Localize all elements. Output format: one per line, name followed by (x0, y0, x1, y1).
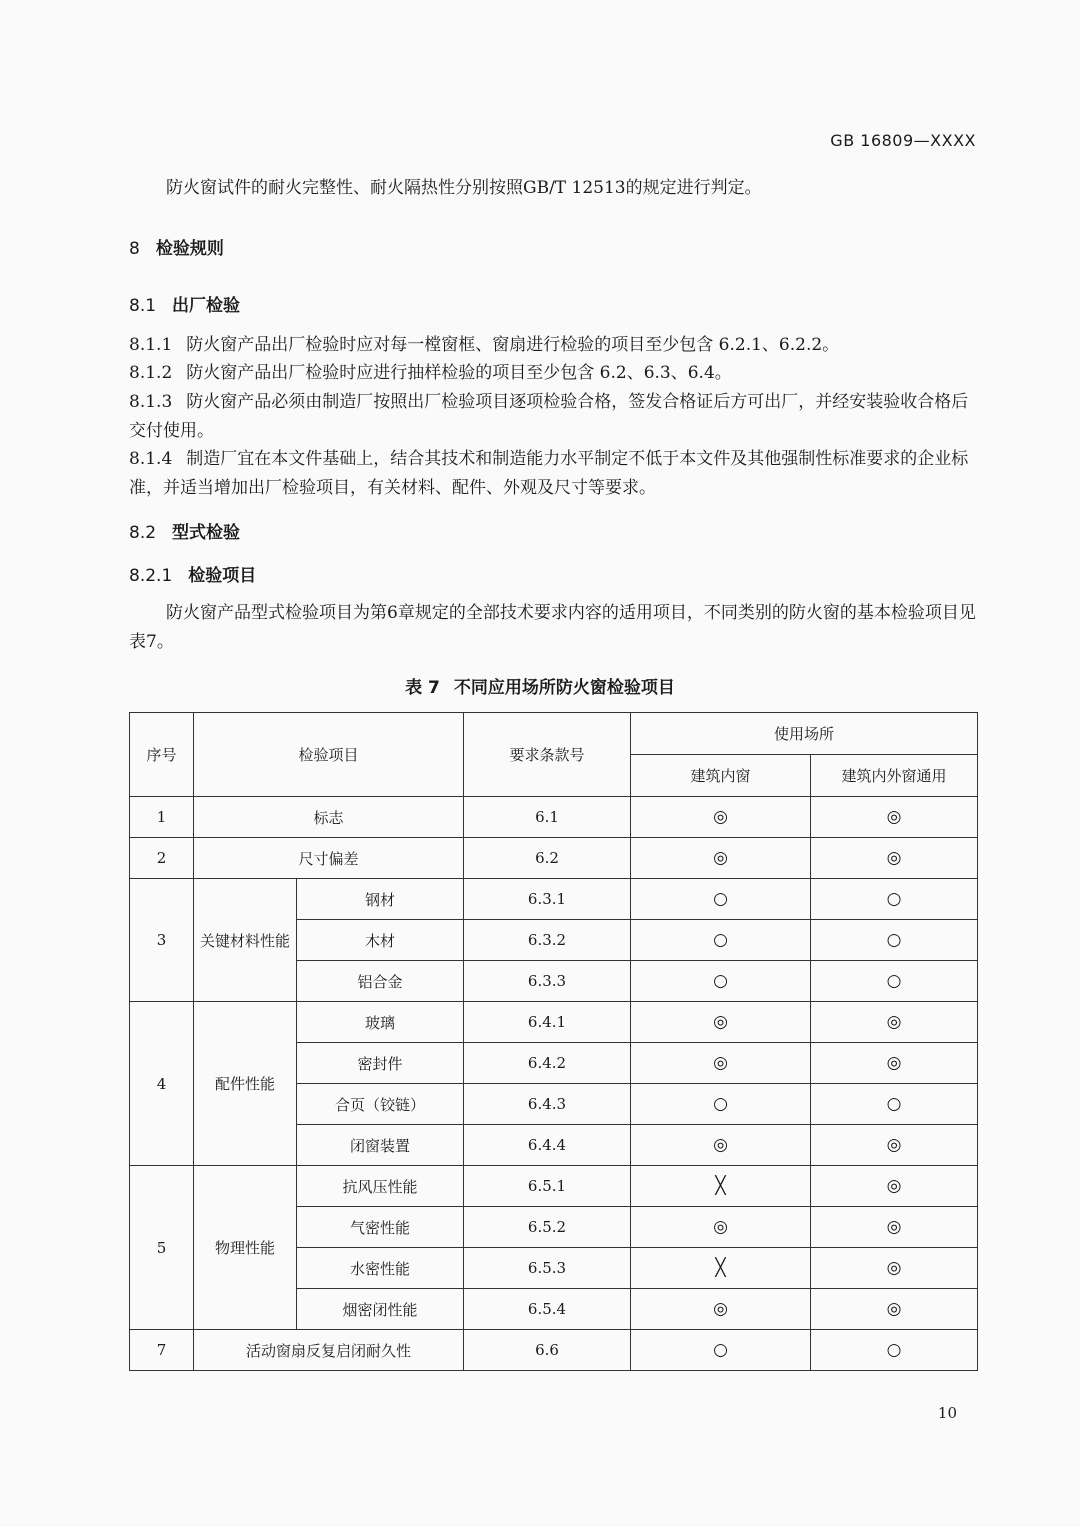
section-title: 型式检验 (172, 523, 241, 543)
cell-seq: 5 (130, 1166, 194, 1330)
cell-clause: 6.3.3 (464, 961, 631, 1002)
cell-both: ◎ (811, 838, 978, 879)
cell-indoor: ○ (631, 1330, 811, 1371)
clause-text: 制造厂宜在本文件基础上，结合其技术和制造能力水平制定不低于本文件及其他强制性标准要求的企业标准，并适当增加出厂检验项目，有关材料、配件、外观及尺寸等要求。 (129, 449, 969, 498)
cell-clause: 6.6 (464, 1330, 631, 1371)
header-usage: 使用场所 (631, 713, 978, 755)
section-heading-8-2-1 (129, 561, 256, 586)
page-number: 10 (937, 1404, 957, 1422)
table-number: 表 7 (405, 678, 440, 698)
cell-item: 铝合金 (297, 961, 464, 1002)
cell-clause: 6.4.1 (464, 1002, 631, 1043)
cell-group: 配件性能 (194, 1002, 297, 1166)
cell-indoor: ○ (631, 1084, 811, 1125)
clause-8-1-3 (129, 388, 977, 446)
cell-both: ○ (811, 1330, 978, 1371)
cell-clause: 6.3.2 (464, 920, 631, 961)
cell-clause: 6.4.3 (464, 1084, 631, 1125)
cell-item: 玻璃 (297, 1002, 464, 1043)
type-test-paragraph: 防火窗产品型式检验项目为第6章规定的全部技术要求内容的适用项目，不同类别的防火窗的基本检验项目见表7。 (129, 603, 976, 652)
cell-indoor: ○ (631, 879, 811, 920)
cell-item: 标志 (194, 797, 464, 838)
cell-both: ◎ (811, 1002, 978, 1043)
section-title: 出厂检验 (172, 296, 241, 316)
clause-number: 8.1.4 (129, 449, 173, 469)
cell-both: ◎ (811, 1166, 978, 1207)
cell-indoor: ◎ (631, 1125, 811, 1166)
cell-item: 闭窗装置 (297, 1125, 464, 1166)
cell-both: ◎ (811, 797, 978, 838)
section-heading-8-1 (129, 291, 240, 316)
cell-indoor: ○ (631, 920, 811, 961)
cell-both: ◎ (811, 1207, 978, 1248)
clause-text: 防火窗产品出厂检验时应对每一樘窗框、窗扇进行检验的项目至少包含 6.2.1、6.2.2。 (186, 335, 840, 355)
header-seq: 序号 (130, 713, 194, 797)
header-both: 建筑内外窗通用 (811, 755, 978, 797)
table-row (130, 1002, 978, 1043)
cell-indoor: ╳ (631, 1166, 811, 1207)
cell-item: 钢材 (297, 879, 464, 920)
intro-paragraph: 防火窗试件的耐火完整性、耐火隔热性分别按照GB/T 12513的规定进行判定。 (166, 178, 762, 198)
cell-item: 活动窗扇反复启闭耐久性 (194, 1330, 464, 1371)
cell-group: 关键材料性能 (194, 879, 297, 1002)
cell-clause: 6.1 (464, 797, 631, 838)
cell-clause: 6.5.3 (464, 1248, 631, 1289)
cell-item: 木材 (297, 920, 464, 961)
cell-both: ○ (811, 879, 978, 920)
table-row (130, 797, 978, 838)
cell-clause: 6.4.4 (464, 1125, 631, 1166)
cell-indoor: ◎ (631, 838, 811, 879)
table-row (130, 1166, 978, 1207)
header-indoor: 建筑内窗 (631, 755, 811, 797)
cell-indoor: ◎ (631, 797, 811, 838)
cell-indoor: ◎ (631, 1002, 811, 1043)
section-number: 8.2 (129, 523, 157, 543)
cell-item: 密封件 (297, 1043, 464, 1084)
table-title: 不同应用场所防火窗检验项目 (453, 678, 675, 698)
cell-indoor: ◎ (631, 1289, 811, 1330)
cell-seq: 1 (130, 797, 194, 838)
clause-number: 8.1.2 (129, 363, 173, 383)
table-row (130, 1330, 978, 1371)
cell-clause: 6.5.1 (464, 1166, 631, 1207)
cell-indoor: ╳ (631, 1248, 811, 1289)
clause-text: 防火窗产品出厂检验时应进行抽样检验的项目至少包含 6.2、6.3、6.4。 (186, 363, 732, 383)
cell-clause: 6.4.2 (464, 1043, 631, 1084)
standard-code: GB 16809—XXXX (830, 131, 976, 150)
clause-number: 8.1.1 (129, 335, 173, 355)
header-item: 检验项目 (194, 713, 464, 797)
cell-both: ◎ (811, 1248, 978, 1289)
clause-8-1-2 (129, 359, 977, 388)
cell-seq: 7 (130, 1330, 194, 1371)
clause-8-1-1 (129, 331, 977, 360)
cell-item: 合页（铰链） (297, 1084, 464, 1125)
clause-text: 防火窗产品必须由制造厂按照出厂检验项目逐项检验合格，签发合格证后方可出厂，并经安装验收合格后交付使用。 (129, 392, 969, 441)
cell-both: ◎ (811, 1289, 978, 1330)
cell-clause: 6.2 (464, 838, 631, 879)
cell-item: 气密性能 (297, 1207, 464, 1248)
cell-seq: 3 (130, 879, 194, 1002)
clause-number: 8.1.3 (129, 392, 173, 412)
clause-8-1-4 (129, 445, 977, 503)
cell-indoor: ◎ (631, 1207, 811, 1248)
cell-indoor: ○ (631, 961, 811, 1002)
cell-indoor: ◎ (631, 1043, 811, 1084)
cell-item: 水密性能 (297, 1248, 464, 1289)
section-heading-8 (129, 234, 224, 259)
table-row (130, 879, 978, 920)
cell-item: 尺寸偏差 (194, 838, 464, 879)
section-title: 检验规则 (155, 239, 224, 259)
header-clause: 要求条款号 (464, 713, 631, 797)
cell-clause: 6.5.2 (464, 1207, 631, 1248)
cell-both: ◎ (811, 1125, 978, 1166)
section-heading-8-2 (129, 518, 240, 543)
section-number: 8 (129, 239, 140, 259)
cell-both: ○ (811, 961, 978, 1002)
inspection-items-table (129, 712, 978, 1371)
cell-item: 抗风压性能 (297, 1166, 464, 1207)
table-row (130, 838, 978, 879)
section-number: 8.1 (129, 296, 157, 316)
section-title: 检验项目 (188, 566, 257, 586)
cell-clause: 6.5.4 (464, 1289, 631, 1330)
cell-item: 烟密闭性能 (297, 1289, 464, 1330)
cell-both: ◎ (811, 1043, 978, 1084)
cell-seq: 4 (130, 1002, 194, 1166)
cell-seq: 2 (130, 838, 194, 879)
cell-both: ○ (811, 920, 978, 961)
cell-group: 物理性能 (194, 1166, 297, 1330)
cell-both: ○ (811, 1084, 978, 1125)
cell-clause: 6.3.1 (464, 879, 631, 920)
section-number: 8.2.1 (129, 566, 173, 586)
table-caption (0, 673, 1080, 698)
